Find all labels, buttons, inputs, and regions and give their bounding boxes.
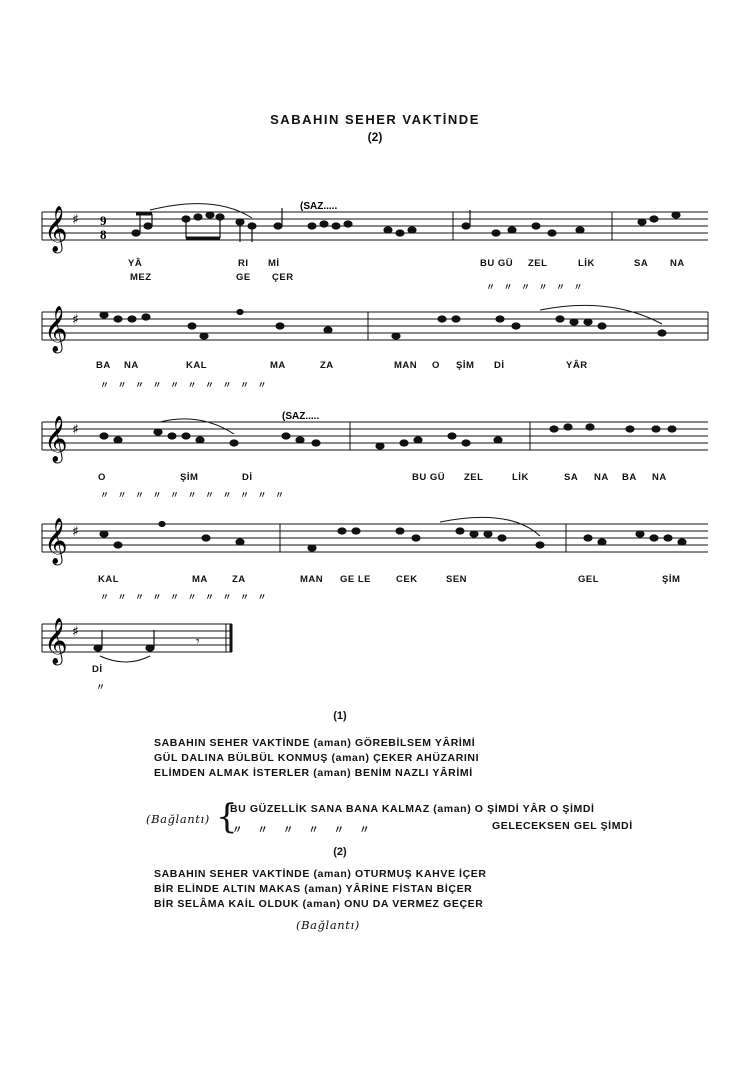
lyric-syllable: LİK <box>578 258 595 269</box>
lyric-syllable: SEN <box>446 574 468 585</box>
verse-line: SABAHIN SEHER VAKTİNDE (aman) GÖREBİLSEM YÂRİMİ <box>154 737 476 749</box>
lyric-syllable: CEK <box>396 574 418 585</box>
lyric-syllable: MA <box>192 574 208 585</box>
lyric-syllable: ÇER <box>272 272 294 283</box>
music-staff-system-5 <box>0 612 750 672</box>
key-signature-sharp-icon: ♯ <box>72 312 79 328</box>
brace-icon: { <box>216 797 238 837</box>
refrain-dittos: 〃 〃 〃 〃 〃 〃 <box>232 824 376 836</box>
ditto-marks: 〃 〃 〃 〃 〃 〃 〃 〃 〃 〃 〃 <box>100 490 288 500</box>
treble-clef-icon: 𝄞 <box>44 518 68 564</box>
lyric-syllable: ZA <box>232 574 246 585</box>
notes-system-1 <box>132 208 680 242</box>
lyric-syllable: Dİ <box>92 664 103 675</box>
lyric-syllable: NA <box>670 258 685 269</box>
rest-icon: 𝄾 <box>196 634 200 650</box>
key-signature-sharp-icon: ♯ <box>72 624 79 640</box>
lyric-syllable: O <box>98 472 106 483</box>
ditto-marks: 〃 〃 〃 〃 〃 〃 〃 〃 〃 〃 <box>100 592 270 602</box>
ditto-marks: 〃 <box>96 682 109 692</box>
treble-clef-icon: 𝄞 <box>44 416 68 462</box>
lyric-syllable: MAN <box>394 360 418 371</box>
verse-line: BİR ELİNDE ALTIN MAKAS (aman) YÂRİNE FİSTAN BİÇER <box>154 883 473 895</box>
lyric-syllable: NA <box>652 472 667 483</box>
lyric-syllable: SA <box>564 472 579 483</box>
lyric-syllable: ZEL <box>464 472 484 483</box>
lyric-syllable: MAN <box>300 574 324 585</box>
verse-line: SABAHIN SEHER VAKTİNDE (aman) OTURMUŞ KAHVE İÇER <box>154 868 487 880</box>
saz-label: (SAZ..... <box>300 201 338 212</box>
lyric-syllable: Mİ <box>268 258 280 269</box>
verse-line: BİR SELÂMA KAİL OLDUK (aman) ONU DA VERMEZ GEÇER <box>154 898 484 910</box>
lyric-syllable: GE <box>236 272 251 283</box>
verse-line: GÜL DALINA BÜLBÜL KONMUŞ (aman) ÇEKER AHÜZARINI <box>154 752 480 764</box>
lyric-syllable: ZA <box>320 360 334 371</box>
lyric-syllable: NA <box>124 360 139 371</box>
lyric-syllable: ŞİM <box>662 574 681 585</box>
lyric-syllable: SA <box>634 258 649 269</box>
ditto-marks: 〃 〃 〃 〃 〃 〃 <box>486 282 586 292</box>
lyric-syllable: RI <box>238 258 249 269</box>
notes-system-2 <box>100 310 666 340</box>
ditto-marks: 〃 〃 〃 〃 〃 〃 〃 〃 〃 〃 <box>100 380 270 390</box>
lyric-syllable: GEL <box>578 574 600 585</box>
lyric-syllable: ZEL <box>528 258 548 269</box>
lyric-syllable: ŞİM <box>180 472 199 483</box>
lyric-syllable: BA <box>622 472 637 483</box>
lyric-syllable: MA <box>270 360 286 371</box>
lyric-syllable: MEZ <box>130 272 152 283</box>
refrain-line: GELECEKSEN GEL ŞİMDİ <box>492 820 633 832</box>
baglanti-closing: (Bağlantı) <box>296 918 360 932</box>
lyric-syllable: KAL <box>98 574 120 585</box>
treble-clef-icon: 𝄞 <box>44 618 68 664</box>
music-staff-system-2 <box>0 300 750 360</box>
verse-number: (2) <box>333 846 347 858</box>
verse-line: ELİMDEN ALMAK İSTERLER (aman) BENİM NAZLI YÂRİMİ <box>154 767 473 779</box>
time-sig-bottom: 8 <box>100 227 107 242</box>
refrain-line: BU GÜZELLİK SANA BANA KALMAZ (aman) O ŞİMDİ YÂR O ŞİMDİ <box>230 803 595 815</box>
saz-label: (SAZ..... <box>282 411 320 422</box>
verse-number: (1) <box>333 710 347 722</box>
lyric-syllable: Dİ <box>242 472 253 483</box>
music-staff-system-3 <box>0 410 750 470</box>
lyric-syllable: KAL <box>186 360 208 371</box>
time-sig-top: 9 <box>100 213 107 228</box>
key-signature-sharp-icon: ♯ <box>72 212 79 228</box>
lyric-syllable: NA <box>594 472 609 483</box>
baglanti-label: (Bağlantı) <box>146 812 210 826</box>
notes-system-4 <box>100 522 686 552</box>
lyric-syllable: BU GÜ <box>480 258 514 269</box>
music-staff-system-1 <box>0 200 750 260</box>
song-title: SABAHIN SEHER VAKTİNDE <box>270 112 480 127</box>
treble-clef-icon: 𝄞 <box>44 306 68 352</box>
lyric-syllable: BU GÜ <box>412 472 446 483</box>
lyric-syllable: ŞİM <box>456 360 475 371</box>
lyric-syllable: GE LE <box>340 574 372 585</box>
lyric-syllable: YÂR <box>566 360 588 371</box>
lyric-syllable: LİK <box>512 472 529 483</box>
lyric-syllable: O <box>432 360 440 371</box>
song-subtitle: (2) <box>367 130 383 144</box>
music-staff-system-4 <box>0 512 750 572</box>
lyric-syllable: YÂ <box>128 258 143 269</box>
lyric-syllable: Dİ <box>494 360 505 371</box>
treble-clef-icon: 𝄞 <box>44 206 68 252</box>
lyric-syllable: BA <box>96 360 111 371</box>
key-signature-sharp-icon: ♯ <box>72 524 79 540</box>
key-signature-sharp-icon: ♯ <box>72 422 79 438</box>
notes-system-5 <box>94 630 154 651</box>
